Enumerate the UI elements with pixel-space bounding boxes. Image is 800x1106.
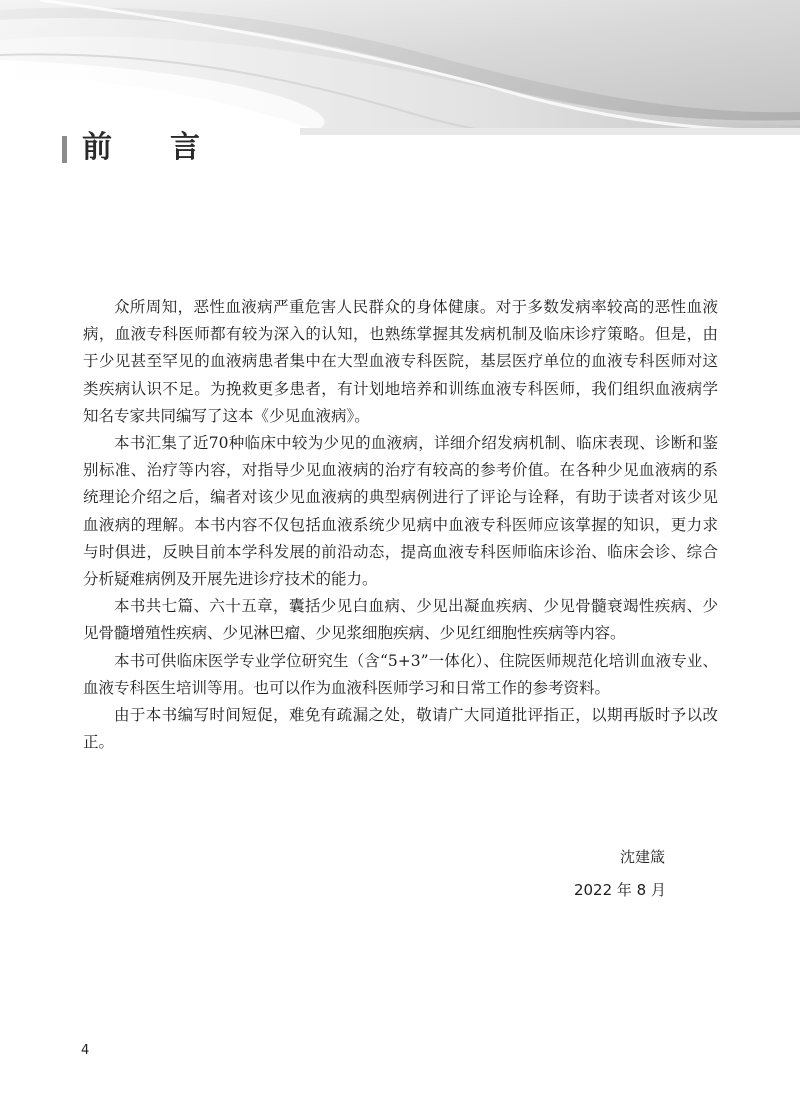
- paragraph: 本书汇集了近70种临床中较为少见的血液病，详细介绍发病机制、临床表现、诊断和鉴别标准、治疗等内容，对指导少见血液病的治疗有较高的参考价值。在各种少见血液病的系统理论介绍之后，编者对该少见血液病的典型病例进行了评论与诠释，有助于读者对该少见血液病的理解。本书内容不仅包括血液系统少见病中血液专科医师应该掌握的知识，更力求与时俱进，反映目前本学科发展的前沿动态，提高血液专科医师临床诊治、临床会诊、综合分析疑难病例及开展先进诊疗技术的能力。: [83, 434, 718, 589]
- author-name: 沈建箴: [619, 848, 665, 866]
- page-number: 4: [81, 1043, 90, 1058]
- signature-date: 2022 年 8 月: [573, 881, 666, 899]
- paragraph: 众所周知，恶性血液病严重危害人民群众的身体健康。对于多数发病率较高的恶性血液病，血液专科医师都有较为深入的认知，也熟练掌握其发病机制及临床诊疗策略。但是，由于少见甚至罕见的血液病患者集中在大型血液专科医院，基层医疗单位的血液专科医师对这类疾病认识不足。为挽救更多患者，有计划地培养和训练血液专科医师，我们组织血液病学知名专家共同编写了这本《少见血液病》。: [83, 298, 718, 425]
- paragraph: 由于本书编写时间短促，难免有疏漏之处，敬请广大同道批评指正，以期再版时予以改正。: [83, 706, 718, 752]
- paragraph: 本书可供临床医学专业学位研究生（含“5+3”一体化）、住院医师规范化培训血液专业、血液专科医生培训等用。也可以作为血液科医师学习和日常工作的参考资料。: [83, 651, 718, 697]
- preface-body: [83, 294, 718, 756]
- title-accent-bar: [62, 136, 67, 163]
- paragraph: 本书共七篇、六十五章，囊括少见白血病、少见出凝血疾病、少见骨髓衰竭性疾病、少见骨髓增殖性疾病、少见淋巴瘤、少见浆细胞疾病、少见红细胞性疾病等内容。: [83, 597, 718, 643]
- header-wave-decoration: [0, 0, 800, 135]
- page-title: 前 言: [82, 130, 214, 165]
- signature-block: [574, 843, 665, 905]
